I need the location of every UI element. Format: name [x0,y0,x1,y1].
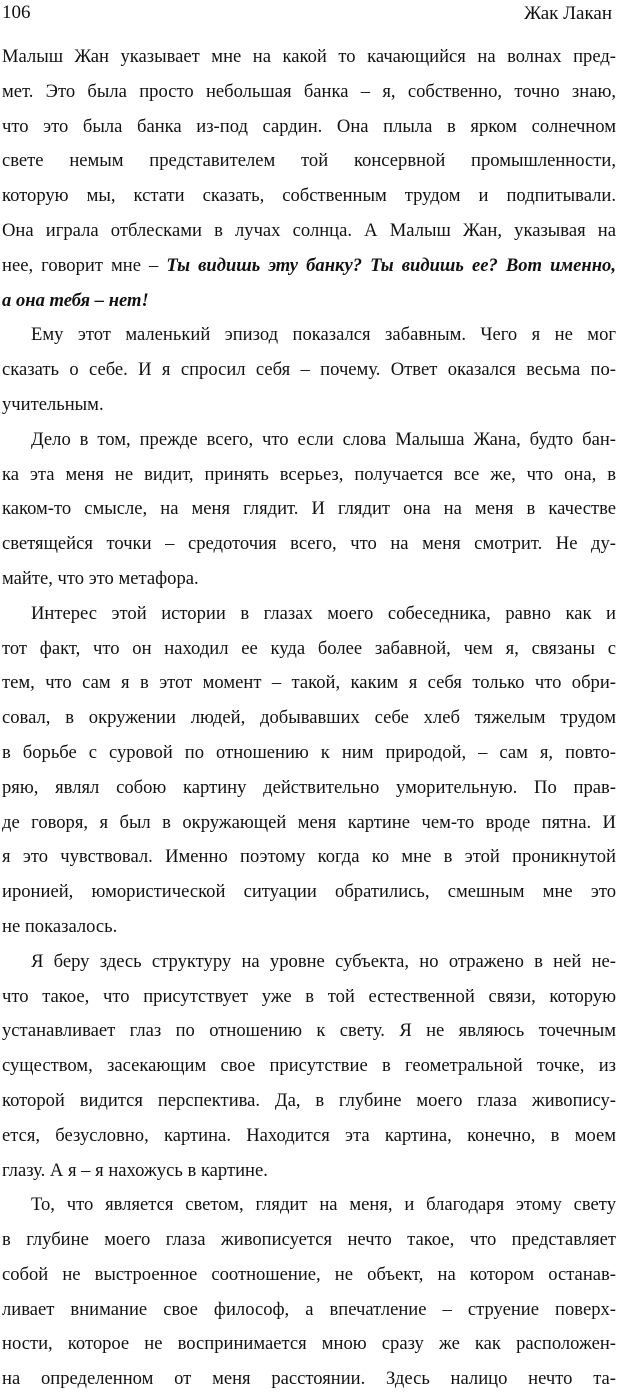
text-line: что такое, что присутствует уже в той естественной связи, которую [2,985,616,1007]
text-line: собой не выстроенное соотношение, не объект, на котором останав- [2,1263,616,1285]
text-line: в борьбе с суровой по отношению к ним природой, – сам я, повто- [2,741,616,763]
text-line: майте, что это метафора. [2,567,199,589]
text-line: Дело в том, прежде всего, что если слова Малыша Жана, будто бан- [31,428,616,450]
text-line: То, что является светом, глядит на меня, и благодаря этому свету [31,1194,616,1216]
text-line: Малыш Жан указывает мне на какой то качающийся на волнах пред- [2,46,616,67]
text-line: что это была банка из-под сардин. Она плыла в ярком солнечном [2,115,616,137]
text-line: глазу. А я – я нахожусь в картине. [2,1159,268,1181]
page-number: 106 [2,2,31,23]
text-line: ности, которое не воспринимается мною сразу же как расположен- [2,1333,616,1355]
text-line [2,284,616,319]
text-line: ливает внимание свое философ, а впечатление – струение поверх- [2,1298,616,1320]
text-line: Я беру здесь структуру на уровне субъекта, но отражено в ней не- [31,950,616,972]
text-line: совал, в окружении людей, добывавших себе хлеб тяжелым трудом [2,707,616,729]
text-line: ка эта меня не видит, принять всерьез, получается все же, что она, в [2,463,616,485]
text-line: тот факт, что он находил ее куда более забавной, чем я, связаны с [2,637,616,659]
text-line: тем, что сам я в этот момент – такой, каким я себя только что обри- [2,672,616,694]
text-line: Она играла отблесками в лучах солнца. А Малыш Жан, указывая на [2,219,616,241]
text-fragment: нее, говорит мне – [2,254,167,276]
text-line: де говоря, я был в окружающей меня картине чем-то вроде пятна. И [2,811,616,833]
text-line: иронией, юмористической ситуации обратились, смешным мне это [2,881,616,903]
body-text [2,40,616,1397]
text-line: Ему этот маленький эпизод показался забавным. Чего я не мог [31,324,616,346]
running-title: Жак Лакан [524,3,612,24]
text-line: которую мы, кстати сказать, собственным трудом и подпитывали. [2,185,616,207]
text-line: Интерес этой истории в глазах моего собеседника, равно как и [31,602,616,624]
emphasized-quote: а она тебя – нет! [2,289,149,311]
text-line: в глубине моего глаза живописуется нечто такое, что представляет [2,1229,616,1251]
text-line: существом, засекающим свое присутствие в геометральной точке, из [2,1055,616,1077]
emphasized-quote: Ты видишь эту банку? Ты видишь ее? Вот именно, [166,254,616,276]
text-line: мет. Это была просто небольшая банка – я, собственно, точно знаю, [2,80,616,102]
text-line: учительным. [2,393,104,415]
text-line: сказать о себе. И я спросил себя – почему. Ответ оказался весьма по- [2,359,616,381]
text-line: я это чувствовал. Именно поэтому когда ко мне в этой проникнутой [2,846,616,868]
text-line: на определенном от меня расстоянии. Здесь налицо нечто та- [2,1368,616,1390]
text-line: не показалось. [2,915,118,937]
text-line: свете немым представителем той консервной промышленности, [2,150,616,172]
page-header [0,0,620,40]
text-line [2,249,616,284]
text-line: ется, безусловно, картина. Находится эта картина, конечно, в моем [2,1124,616,1146]
text-line: светящейся точки – средоточия всего, что на меня смотрит. Не ду- [2,533,616,555]
text-line: ряю, являл собою картину действительно уморительную. По прав- [2,776,616,798]
text-line: которой видится перспектива. Да, в глубине моего глаза живопису- [2,1089,616,1111]
text-line: устанавливает глаз по отношению к свету. Я не являюсь точечным [2,1020,616,1042]
text-line: каком-то смысле, на меня глядит. И глядит она на меня в качестве [2,498,616,520]
